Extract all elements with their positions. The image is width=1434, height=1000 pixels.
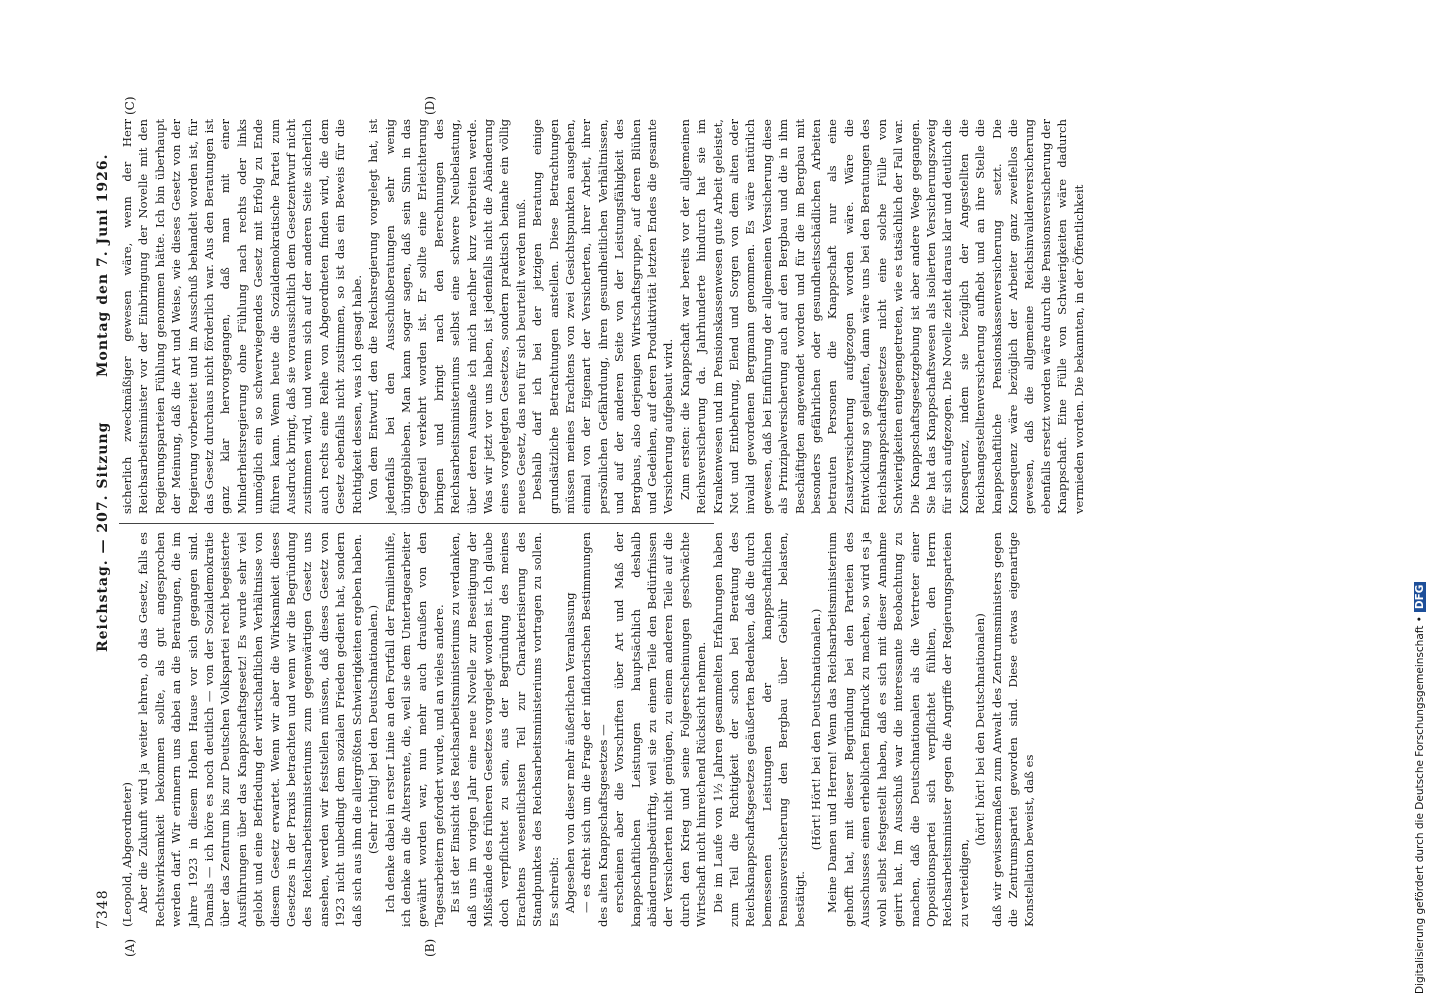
paragraph: Meine Damen und Herren! Wenn das Reichsarbeitsministerium gehofft hat, mit dieser Begründung bei den Parteien des Ausschusses einen erheblichen Eindruck zu machen, so wird es ja wohl selbst festgestellt haben, daß es sich mit dieser Annahme geirrt hat. Im Ausschuß war die interessante Beobachtung zu machen, daß die Deutschnationalen als die Vertreter einer Oppositionspartei sich verpflichtet fühlten, den Herrn Reichsarbeitsminister gegen die Angriffe der Regierungsparteien zu verteidigen, [825,532,971,927]
column-divider [119,523,714,524]
interjection: (Hört! Hört! bei den Deutschnationalen.) [809,608,824,851]
page-title: Reichstag. — 207. Sitzung [95,421,111,652]
dfg-logo: DFG [1414,582,1426,613]
text-column-left [119,532,1037,927]
margin-marker-a: (A) [123,938,137,957]
interjection: (Sehr richtig! bei den Deutschnationalen.) [366,604,381,855]
interjection: (hört! hört! bei den Deutschnationalen) [973,613,988,846]
page-number: 7348 [95,889,111,929]
paragraph: Ich denke dabei in erster Linie an den Fortfall der Familienhilfe, ich denke an die Altersrente, die, weil sie dem Untertagearbeiter gewährt worden war, nun mehr auch draußen von den Tagesarbeitern gefordert wurde, und an vieles andere. [382,532,446,927]
quote: erscheinen aber die Vorschriften über Art und Maß der knappschaftlichen Leistungen hauptsächlich deshalb abänderungsbedürftig, weil sie zu einem Teile den Bedürfnissen der Versicherten nicht genügen, zu einem anderen Teile auf die durch den Krieg und seine Folgeerscheinungen geschwächte Wirtschaft nicht hinreichend Rücksicht nehmen. [612,532,709,927]
page-date: Montag den 7. Juni 1926. [95,153,111,377]
paragraph: Von dem Entwurf, den die Reichsregierung vorgelegt hat, ist jedenfalls bei den Ausschußberatungen sehr wenig übriggeblieben. Man kann sogar sagen, daß sein Sinn in das Gegenteil verkehrt worden ist. Er sollte eine Erleichterung bringen und bringt nach den Berechnungen des Reichsarbeitsministeriums selbst eine schwere Neubelastung, über deren Ausmaße ich mich nachher kurz verbreiten werde. Was wir jetzt vor uns haben, ist jedenfalls nicht die Abänderung eines vorgelegten Gesetzes, sondern praktisch beinahe ein völlig neues Gesetz, das neu für sich beurteilt werden muß. [366,119,528,514]
paragraph: Es ist der Einsicht des Reichsarbeitsministeriums zu verdanken, daß uns im vorigen Jahr eine neue Novelle zur Beseitigung der Mißstände des früheren Gesetzes vorgelegt worden ist. Ich glaube doch verpflichtet zu sein, aus der Begründung des meines Erachtens wesentlichsten Teil zur Charakterisierung des Standpunktes des Reichsarbeitsministeriums vortragen zu sollen. Es schreibt: [448,532,561,927]
document-page [93,96,1086,957]
paragraph: sicherlich zweckmäßiger gewesen wäre, wenn der Herr Reichsarbeitsminister vor der Einbringung der Novelle mit den Regierungsparteien Fühlung genommen hätte. Ich bin überhaupt der Meinung, daß die Art und Weise, wie dieses Gesetz von der Regierung vorbereitet und im Ausschuß behandelt worden ist, für das Gesetz durchaus nicht förderlich war. Aus den Beratungen ist ganz klar hervorgegangen, daß man mit einer Minderheitsregierung ohne Fühlung nach rechts oder links unmöglich ein so schwerwiegendes Gesetz mit Erfolg zu Ende führen kann. Wenn heute die Sozialdemokratische Partei zum Ausdruck bringt, daß sie voraussichtlich dem Gesetzentwurf nicht zustimmen wird, und wenn sich auf der anderen Seite sicherlich auch rechts eine Reihe von Abgeordneten finden wird, die dem Gesetz ebenfalls nicht zustimmen, so ist das ein Beweis für die Richtigkeit dessen, was ich gesagt habe. [120,119,364,514]
text-column-right [119,119,1086,514]
digitization-note-text: Digitalisierung gefördert durch die Deutsche Forschungsgemeinschaft • [1414,616,1426,994]
margin-marker-b: (B) [423,938,437,957]
paragraph: Zum ersten: die Knappschaft war bereits vor der allgemeinen Reichsversicherung da. Jahrhunderte hindurch hat sie im Krankenwesen und im Pensionskassenwesen gute Arbeit geleistet, Not und Entbehrung, Elend und Sorgen von dem alten oder invalid gewordenen Bergmann genommen. Es wäre natürlich gewesen, daß bei Einführung der allgemeinen Versicherung diese als Prinzipalversicherung auch auf den Bergbau und die in ihm Beschäftigten angewendet worden und für die im Bergbau mit besonders gefährlichen oder gesundheitsschädlichen Arbeiten betrauten Personen die Knappschaft nur als eine Zusatzversicherung aufgezogen worden wäre. Wäre die Entwicklung so gelaufen, dann wäre uns bei den Beratungen des Reichsknappschaftsgesetzes nicht eine solche Fülle von Schwierigkeiten entgegengetreten, wie es tatsächlich der Fall war. Die Knappschaftsgesetzgebung ist aber andere Wege gegangen. Sie hat das Knappschaftswesen als isolierten Versicherungszweig für sich aufgezogen. Die Novelle zieht daraus klar und deutlich die Konsequenz, indem sie bezüglich der Angestellten die Reichsangestelltenversicherung aufhebt und an ihre Stelle die knappschaftliche Pensionskassenversicherung setzt. Die Konsequenz wäre bezüglich der Arbeiter ganz zweifellos die gewesen, daß die allgemeine Reichsinvalidenversicherung ebenfalls ersetzt worden wäre durch die Pensionsversicherung der Knappschaft. Eine Fülle von Schwierigkeiten wäre dadurch vermieden worden. Die bekannten, in der Öffentlichkeit [677,119,1086,514]
paragraph: Aber die Zukunft wird ja weiter lehren, ob das Gesetz, falls es Rechtswirksamkeit bekommen sollte, als gut angesprochen werden darf. Wir erinnern uns dabei an die Beratungen, die im Jahre 1923 in diesem Hohen Hause vor sich gegangen sind. Damals — ich höre es noch deutlich — von der Sozialdemokratie über das Zentrum bis zur Deutschen Volkspartei recht begeisterte Ausführungen über das Knappschaftsgesetz! Es wurde sehr viel gelobt und eine Befriedung der wirtschaftlichen Verhältnisse von diesem Gesetz erwartet. Wenn wir aber die Wirksamkeit dieses Gesetzes in der Praxis betrachten und wenn wir die Begründung des Reichsarbeitsministeriums zum gegenwärtigen Gesetz uns ansehen, werden wir feststellen müssen, daß dieses Gesetz von 1923 nicht unbedingt dem sozialen Frieden gedient hat, sondern daß sich aus ihm die allergrößten Schwierigkeiten ergeben haben. [136,532,364,927]
digitization-note [1414,582,1426,994]
page-header [93,107,115,937]
quote: Abgesehen von dieser mehr äußerlichen Veranlassung [562,592,577,913]
paragraph: Deshalb darf ich bei der jetzigen Beratung einige grundsätzliche Betrachtungen anstellen. Diese Betrachtungen müssen meines Erachtens von zwei Gesichtspunkten ausgehen, einmal von der Eigenart der Versicherten, ihrer Arbeit, ihrer persönlichen Gefährdung, ihren gesundheitlichen Verhältnissen, und auf der anderen Seite von der Leistungsfähigkeit des Bergbaus, also derjenigen Wirtschaftsgruppe, auf deren Blühen und Gedeihen, auf deren Produktivität letzten Endes die gesamte Versicherung aufgebaut wird. [530,119,676,514]
speaker-line: (Leopold, Abgeordneter) [120,782,134,927]
margin-marker-c: (C) [123,96,137,115]
paragraph: — es dreht sich um die Frage der inflatorischen Bestimmungen des alten Knappschaftsgesetzes — [579,532,610,927]
quote: Die im Laufe von 1½ Jahren gesammelten Erfahrungen haben zum Teil die Richtigkeit der schon bei Beratung des Reichsknappschaftsgesetzes geäußerten Bedenken, daß die durch bemessenen Leistungen der knappschaftlichen Pensionsversicherung den Bergbau über Gebühr belasten, bestätigt. [710,532,807,927]
margin-marker-d: (D) [423,96,437,115]
paragraph: daß wir gewissermaßen zum Anwalt des Zentrumsministers gegen die Zentrumspartei geworden sind. Diese etwas eigenartige Konstellation beweist, daß es [989,532,1037,927]
